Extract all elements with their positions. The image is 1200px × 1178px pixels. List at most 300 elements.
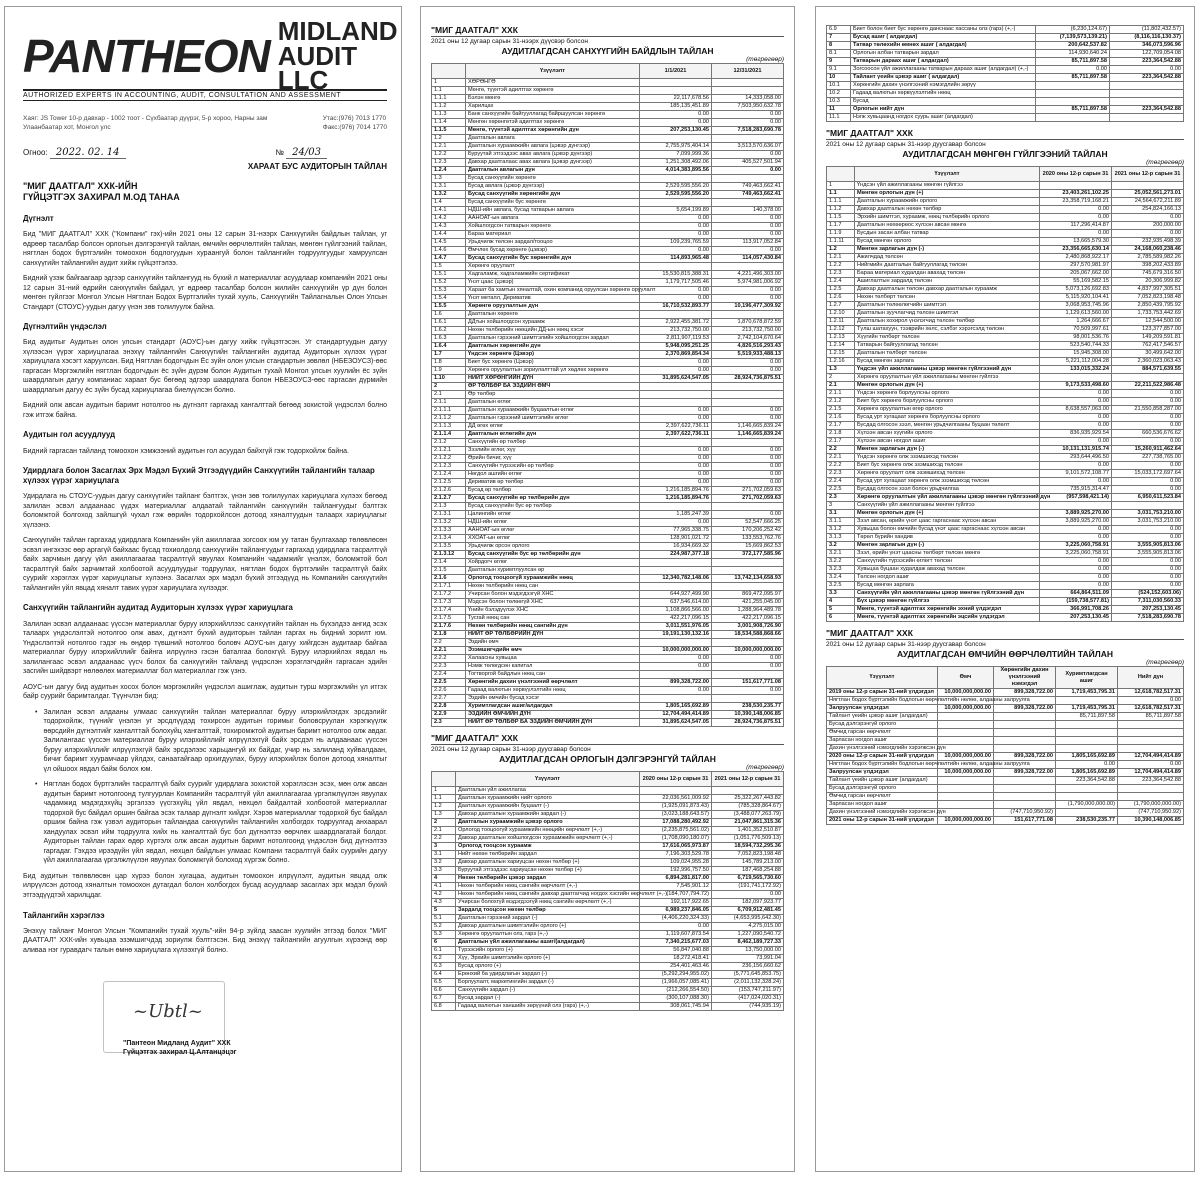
table-row xyxy=(432,535,784,543)
report-type-heading: ХАРААТ БУС АУДИТОРЫН ТАЙЛАН xyxy=(247,161,387,171)
table-cell: 2 xyxy=(432,819,456,827)
table-cell: 1.3 xyxy=(432,175,466,183)
table-cell: 140,378.00 xyxy=(712,207,784,215)
section-heading-management: Удирдлага болон Засаглах Эрх Мэдэл Бүхий Этгээдүүдийн Санхүүгийн тайлангийн талаар хүлээх үүрэг хариуцлага xyxy=(23,466,375,486)
table-cell: ХХОАТ-ын өглөг xyxy=(466,535,640,543)
table-cell: 10,390,148,006.85 xyxy=(712,711,784,719)
table-cell: Даатгалын зуучлагчид төлсөн шимтгэл xyxy=(855,310,1040,318)
table-cell: 4 xyxy=(432,875,456,883)
table-cell: Бусад өр төлбөр xyxy=(466,487,640,495)
table-row xyxy=(827,34,1184,42)
column-header: Өмч xyxy=(938,667,994,689)
table-cell: 297,570,981.97 xyxy=(1040,262,1112,270)
table-cell: Бусад мөнгөн зарлага xyxy=(855,582,1040,590)
table-cell: Эздийн өмч xyxy=(466,639,640,647)
table-cell: Бусад санхүүгийн хөрөнгө xyxy=(466,175,640,183)
balance-sheet-section xyxy=(431,25,784,727)
table-cell: ДД өгөх өглөг xyxy=(466,423,640,431)
table-cell: Хувьцаа болон өмчийн бусад үнэт цаас гаргаснаас хүлээн авсан xyxy=(855,526,1040,534)
table-cell: 10,000,000,000.00 xyxy=(712,647,784,655)
table-cell: 660,536,676.62 xyxy=(1112,430,1184,438)
table-cell xyxy=(712,175,784,183)
table-cell xyxy=(1056,737,1118,745)
table-cell xyxy=(640,559,712,567)
table-cell: 224,987,377.18 xyxy=(640,551,712,559)
table-cell: 73,991.04 xyxy=(712,955,784,963)
table-row xyxy=(432,971,784,979)
table-cell: 2.1.4 xyxy=(432,559,466,567)
table-cell: Хөрөнгө оруулалтын үйл ажиллагааны мөнгөн гүйлгээ xyxy=(855,374,1040,382)
table-cell: Залруулсан үлдэгдэл xyxy=(827,769,938,777)
table-row xyxy=(827,518,1184,526)
table-cell: 12,618,782,517.31 xyxy=(1118,689,1184,697)
table-row xyxy=(827,478,1184,486)
table-cell: 271,702,059.63 xyxy=(712,495,784,503)
table-cell xyxy=(640,175,712,183)
table-cell: (212,266,554.50) xyxy=(640,987,712,995)
table-row xyxy=(827,390,1184,398)
table-cell: Буруутай этгээдээс авах авлага (цэвэр дүнгээр) xyxy=(466,151,640,159)
table-row xyxy=(432,995,784,1003)
table-cell xyxy=(712,695,784,703)
table-cell: 55,169,582.15 xyxy=(1040,278,1112,286)
table-row xyxy=(827,745,1184,753)
table-cell xyxy=(1110,98,1184,106)
table-cell: Мөнгө, түүнтэй адилтгах хөрөнгө xyxy=(466,87,640,95)
table-row xyxy=(827,534,1184,542)
section-heading-opinion: Дүгнэлт xyxy=(23,213,54,223)
table-cell: 223,364,542.88 xyxy=(1056,777,1118,785)
statement-company: "МИГ ДААТГАЛ" ХХК xyxy=(431,25,784,37)
table-cell: Даатгалын хураамжийн авлага (цэвэр дүнгээр) xyxy=(466,143,640,151)
table-row xyxy=(432,263,784,271)
table-cell: (1,708,090,180.07) xyxy=(640,835,712,843)
table-cell: 1,146,665,839.24 xyxy=(712,423,784,431)
table-cell: Даатгалын хөрөнгө xyxy=(466,311,640,319)
table-cell: Ажилчдад төлсөн xyxy=(855,254,1040,262)
number-label: № xyxy=(275,147,284,157)
table-cell: Хүлээн авсан ногдол ашиг xyxy=(855,438,1040,446)
table-cell: 0.00 xyxy=(640,447,712,455)
table-cell: 151,617,771.08 xyxy=(994,817,1056,825)
date-value: 2022. 02. 14 xyxy=(50,147,126,159)
table-cell: 1.5.2 xyxy=(432,279,466,287)
statement-title: АУДИТЛАГДСАН САНХҮҮГИЙН БАЙДЛЫН ТАЙЛАН xyxy=(501,46,714,56)
table-cell xyxy=(640,87,712,95)
table-cell: Даатгалын хураамжийн нийт орлого xyxy=(456,795,640,803)
table-cell: 3,225,060,758.91 xyxy=(1040,550,1112,558)
table-cell: Татварын дараах ашиг ( алдагдал) xyxy=(851,58,1036,66)
table-cell: Давхар даатгалын хойшлогдсон хураамжийн өөрчлөлт (+,-) xyxy=(456,835,640,843)
table-row xyxy=(432,891,784,899)
table-cell: 1.1.11 xyxy=(827,238,855,246)
table-cell: 3,889,925,270.00 xyxy=(1040,510,1112,518)
table-row xyxy=(432,223,784,231)
table-cell: 2.1.1.1 xyxy=(432,407,466,415)
table-cell: 0.00 xyxy=(1112,526,1184,534)
table-cell: 15,260,911,462.64 xyxy=(1112,446,1184,454)
table-cell: 182,097,923.77 xyxy=(712,899,784,907)
table-cell: 0.00 xyxy=(712,247,784,255)
table-row xyxy=(827,566,1184,574)
table-cell: 2 xyxy=(432,383,466,391)
table-cell: 1.1.5 xyxy=(432,127,466,135)
table-cell: 1.4.1 xyxy=(432,207,466,215)
table-cell: 836,935,929.54 xyxy=(1040,430,1112,438)
table-cell: 0.00 xyxy=(1056,761,1118,769)
table-row xyxy=(827,558,1184,566)
table-cell: Бусад санхүүгийн хөрөнгийн дүн xyxy=(466,191,640,199)
table-cell: НИЙТ ХӨРӨНГИЙН ДҮН xyxy=(466,375,640,383)
table-cell xyxy=(712,559,784,567)
table-cell: 0.00 xyxy=(1040,422,1112,430)
table-cell: 1,185,247.39 xyxy=(640,511,712,519)
income-continued-rows xyxy=(827,26,1184,122)
table-cell: Урьдчилж орсон орлого xyxy=(466,543,640,551)
table-cell: Давхар даатгалын төлсөн давхар даатгалын хураамж xyxy=(855,286,1040,294)
table-row xyxy=(432,851,784,859)
table-cell: 1.2.7 xyxy=(827,302,855,310)
table-cell: Нөхөн төлбөрийн нөөцийн ДД-ын нөөц хэсэг xyxy=(466,327,640,335)
table-cell xyxy=(1110,82,1184,90)
column-header: Үзүүлэлт xyxy=(456,772,640,787)
table-cell: Өмчид гарсан өөрчлөлт xyxy=(827,729,938,737)
table-cell: 0.00 xyxy=(1112,478,1184,486)
table-cell: 4.3 xyxy=(432,899,456,907)
table-cell: Даатгалын хуримтлуулсан өр xyxy=(466,567,640,575)
table-cell: 0.00 xyxy=(1112,230,1184,238)
table-cell xyxy=(1118,729,1184,737)
table-row xyxy=(432,159,784,167)
table-row xyxy=(432,479,784,487)
table-cell: 1.9 xyxy=(432,367,466,375)
table-row xyxy=(827,42,1184,50)
table-cell: Бусад санхүүгийн бус өр төлбөр xyxy=(466,503,640,511)
table-cell: Санхүүгийн үйл ажиллагааны мөнгөн гүйлгээ xyxy=(855,502,1040,510)
table-cell: 293,644,496.50 xyxy=(1040,454,1112,462)
table-row xyxy=(432,623,784,631)
table-cell: 2.1.3.4 xyxy=(432,535,466,543)
table-cell: (3,023,188,643.57) xyxy=(640,811,712,819)
table-row xyxy=(827,374,1184,382)
table-cell: 2.1.7.2 xyxy=(432,591,466,599)
table-cell: 1,733,753,442.69 xyxy=(1112,310,1184,318)
table-cell: 308,061,745.94 xyxy=(640,1003,712,1011)
table-cell: 0.00 xyxy=(712,891,784,899)
table-cell: 1.6 xyxy=(432,311,466,319)
table-cell: Давхар даатгалын нөхөн төлбөр xyxy=(855,206,1040,214)
table-cell: (1,790,000,000.00) xyxy=(1056,801,1118,809)
table-cell xyxy=(1110,90,1184,98)
table-cell: 735,915,314.47 xyxy=(1040,486,1112,494)
table-row xyxy=(432,143,784,151)
table-cell: 2.1.2.4 xyxy=(432,471,466,479)
table-row xyxy=(827,502,1184,510)
table-cell: 9,101,572,108.77 xyxy=(1040,470,1112,478)
address-line-2: Улаанбаатар хот, Монгол улс xyxy=(23,123,111,131)
table-cell: 0.00 xyxy=(1112,214,1184,222)
table-cell xyxy=(640,383,712,391)
table-cell: 0.00 xyxy=(712,455,784,463)
table-cell: 644,927,499.90 xyxy=(640,591,712,599)
table-cell: 2.1.1.4 xyxy=(432,431,466,439)
table-cell: 2,742,104,670.64 xyxy=(712,335,784,343)
table-cell: 0.00 xyxy=(1118,697,1184,705)
table-cell: 1.4.3 xyxy=(432,223,466,231)
table-cell: 109,024,955.28 xyxy=(640,859,712,867)
table-cell: (785,328,864.67) xyxy=(712,803,784,811)
table-cell: Орлогын албан татварын зардал xyxy=(851,50,1036,58)
table-cell: 10,131,131,915.74 xyxy=(1040,446,1112,454)
table-row xyxy=(827,310,1184,318)
table-row xyxy=(432,111,784,119)
table-cell: 1,216,185,894.76 xyxy=(640,495,712,503)
table-cell: Хойшлогдсон татварын хөрөнгө xyxy=(466,223,640,231)
table-cell: Зарласан ногдол ашиг xyxy=(827,737,938,745)
table-cell: 17,616,065,973.87 xyxy=(640,843,712,851)
table-cell: (2,235,875,561.02) xyxy=(640,827,712,835)
table-row xyxy=(432,787,784,795)
table-cell: 12,618,782,517.31 xyxy=(1118,705,1184,713)
table-cell: 762,417,546.57 xyxy=(1112,342,1184,350)
table-cell: Хүү, Эрхийн шимтгэлийн орлого (+) xyxy=(456,955,640,963)
table-cell: 7,052,823,198.48 xyxy=(712,851,784,859)
table-cell: 0.00 xyxy=(1040,414,1112,422)
table-cell: 6.6 xyxy=(432,987,456,995)
letterhead-address xyxy=(23,115,387,133)
table-cell: 5,115,920,104.41 xyxy=(1040,294,1112,302)
table-cell: 10,000,000,000.00 xyxy=(938,817,994,825)
table-cell: Даатгалын гэрээний зардал (-) xyxy=(456,915,640,923)
table-cell: Давхар даатгалын шимтгэлийн орлого (+) xyxy=(456,923,640,931)
table-row xyxy=(432,883,784,891)
table-cell: 1.2.2 xyxy=(432,151,466,159)
table-cell xyxy=(712,199,784,207)
table-cell: Даатгалын үйл ажиллагаа xyxy=(456,787,640,795)
table-cell: 1.2.3 xyxy=(432,159,466,167)
table-cell: Нийгмийн даатгалын байгууллагад төлсөн xyxy=(855,262,1040,270)
table-cell: ААНОАТ-ын өглөг xyxy=(466,527,640,535)
table-cell: 1.8 xyxy=(432,359,466,367)
table-cell: (4,653,995,642.30) xyxy=(712,915,784,923)
table-cell: 2021 оны 12-р сарын 31-ний үлдэгдэл xyxy=(827,817,938,825)
table-cell: 1,401,352,510.87 xyxy=(712,827,784,835)
table-cell xyxy=(1112,182,1184,190)
table-cell: Даатгалын гэрээний шимтгэлийн өглөг xyxy=(466,415,640,423)
section-heading-basis: Дүгнэлтийн үндэслэл xyxy=(23,322,107,332)
table-cell: 6.7 xyxy=(432,995,456,1003)
table-cell: 223,364,542.88 xyxy=(1110,106,1184,114)
table-cell: Зарласан ногдол ашиг xyxy=(827,801,938,809)
table-cell xyxy=(1036,114,1110,122)
table-cell: 10,000,000,000.00 xyxy=(938,753,994,761)
bullet-item: • Нягтлан бодох бүртгэлийн тасралтгүй байх суурийг удирдлага зохистой хэрэглэсэн эсэх, мөн олж авсан аудитын баримт нотолгоонд тулгуурлан Компанийн тасралтгүй үйл ажиллагаагаа үргэлжлүүлэн явуулах чадамжид мэдэгдэхүйц эргэлзээ үүсгэхүйц үйл явдал, нөхцөл байдалтай холбоотой материаллаг тодорхой бус байдал оршин байгаа эсэх талаар дүгнэлт хийдэг. Хэрэв материаллаг тодорхой бус байдал оршиж байна гэж үзвэл аудиторын тайландаа санхүүгийн тайлангийн холбогдох тодруулгад анхаарал хандуулах эсвэл ийм тодруулга хийх нь хангалттай бус бол дүгнэлтээ өөрчлөх шаардлагатай болдог. Аудиторын тайлан гарах өдөр хүртэлх олж авсан аудитын баримт нотолгоонд үндэслэн бид дүгнэлтээ гаргадаг. Гэхдээ ирээдүйн үйл явдал, нөхцөл байдлын улмаас Компани тасралтгүй байх суурийн дагуу үйл ажиллагаагаа үргэлжлүүлэн явуулах боломжгүй болоход хүргэж болно. xyxy=(35,781,387,865)
table-cell xyxy=(712,439,784,447)
table-row xyxy=(432,79,784,87)
table-cell: 1.2.11 xyxy=(827,318,855,326)
table-row xyxy=(432,947,784,955)
table-cell: 12,704,494,414.89 xyxy=(640,711,712,719)
table-cell: 5 xyxy=(432,907,456,915)
table-cell: 2.2.7 xyxy=(432,695,466,703)
table-row xyxy=(827,454,1184,462)
table-cell: Бусад орлого (+) xyxy=(456,963,640,971)
table-cell: 3 xyxy=(827,502,855,510)
table-cell: Биет бус хөрөнгө борлуулсны орлого xyxy=(855,398,1040,406)
column-header: Үзүүлэлт xyxy=(827,667,938,689)
table-cell: 2.2.5 xyxy=(432,679,466,687)
table-cell: Бусад урт хугацаат хөрөнгө олж эзэмшихэд төлсөн xyxy=(855,478,1040,486)
table-cell: 1.2.14 xyxy=(827,342,855,350)
table-cell: 227,738,765.00 xyxy=(1112,454,1184,462)
table-cell: 5,948,095,251.25 xyxy=(640,343,712,351)
table-row xyxy=(432,551,784,559)
table-cell: Бусад xyxy=(851,98,1036,106)
table-cell: Биет болон биет бус хөрөнгө данснаас хассаны олз (гарз) (+,-) xyxy=(851,26,1036,34)
table-cell: 20,306,999.82 xyxy=(1112,278,1184,286)
table-cell: Мөнгөн зарлагын дүн (-) xyxy=(855,246,1040,254)
table-row xyxy=(432,279,784,287)
table-cell xyxy=(712,583,784,591)
table-cell: (524,152,603.06) xyxy=(1112,590,1184,598)
table-cell xyxy=(712,87,784,95)
table-cell: 2.1.2 xyxy=(827,398,855,406)
table-cell: 0.00 xyxy=(712,511,784,519)
table-cell: 2020 оны 12-р сарын 31-ний үлдэгдэл xyxy=(827,753,938,761)
table-cell: 5,654,199.89 xyxy=(640,207,712,215)
table-row xyxy=(827,801,1184,809)
table-cell: 6.3 xyxy=(432,963,456,971)
table-cell: 2.1.7.3 xyxy=(432,599,466,607)
table-cell: (2,011,132,328.24) xyxy=(712,979,784,987)
table-cell: Бусдад олгосон зээл, мөнгөн урьдчилгааны буцаан төлөлт xyxy=(855,422,1040,430)
table-cell: 0.00 xyxy=(712,655,784,663)
table-cell: 0.00 xyxy=(712,415,784,423)
table-cell: 7,503,950,632.78 xyxy=(712,103,784,111)
table-cell: 11.1 xyxy=(827,114,851,122)
table-row xyxy=(432,319,784,327)
table-cell: 18,594,732,295.36 xyxy=(712,843,784,851)
table-cell: Мөнгөн орлогын дүн (+) xyxy=(855,510,1040,518)
table-cell: Мөнгө, түүнтэй адилтгах хөрөнгийн эцсийн үлдэгдэл xyxy=(855,614,1040,622)
table-cell: 1.5 xyxy=(432,263,466,271)
statements-page-2 xyxy=(420,6,795,1172)
table-cell: Даатгалын хохирол үнэлэгчид төлсөн төлбөр xyxy=(855,318,1040,326)
table-cell: Мөнгөн зарлагын дүн (-) xyxy=(855,542,1040,550)
table-cell: Нөхөн төлбөрийн нөөц сангийн давхар даатгагчид ногдох хэсгийн өөрчлөлт (+,-) xyxy=(456,891,640,899)
table-cell: 2.2.9 xyxy=(432,711,466,719)
table-cell: Нягтлан бодох бүртгэлийн бодлогын өөрчлөлтийн нөлөө, алдааны залруулга xyxy=(827,697,938,705)
table-cell: 6,719,565,730.60 xyxy=(712,875,784,883)
table-cell: 2.2.5 xyxy=(827,486,855,494)
table-cell: 3.2.5 xyxy=(827,582,855,590)
table-cell: 149,209,591.81 xyxy=(1112,334,1184,342)
table-cell: 2.1.7 xyxy=(827,422,855,430)
table-cell: 2.1.8 xyxy=(432,631,466,639)
table-cell: Эзэмшигчдийн өмч xyxy=(466,647,640,655)
table-row xyxy=(432,487,784,495)
table-row xyxy=(827,206,1184,214)
table-row xyxy=(432,247,784,255)
table-cell: 2.1.5 xyxy=(827,406,855,414)
column-header: 2021 оны 12-р сарын 31 xyxy=(712,772,784,787)
table-cell: 0.00 xyxy=(712,287,784,295)
table-cell: 1.10 xyxy=(432,375,466,383)
paragraph: Бид аудитыг Аудитын олон улсын стандарт (АОУС)-ын дагуу хийж гүйцэтгэсэн. Уг стандартуудын дагуу хүлээсэн үүрэг хариуцлагаа энэхүү тайлангийн Санхүүгийн тайлангийн аудитад Аудиторын хүлээх үүрэг хариуцлага хэсэгт харуулсан. Бид Нягтлан бодогчдын Ёс зүйн олон улсын стандартын зөвлөл (НБЕЗОУСЗ)-өөс гаргасан Мэргэжлийн нягтлан бодогчдын ёс зүйн дүрэм болон Аудитын тухай Монгол улсын хуулийн ёс зүйн шаардлагын дагуу компаниас хараат бус бөгөөд эдгээр шаардлага болон НБЕЗОУСЗ-өөс гаргасан дүрмийн шаардлагын дагуу ёс зүйн бусад хариуцлагаа биелүүлсэн болно. xyxy=(23,339,387,394)
table-row xyxy=(432,391,784,399)
table-cell: 1 xyxy=(827,182,855,190)
table-cell: 1.1 xyxy=(827,190,855,198)
table-cell: 10,000,000,000.00 xyxy=(938,705,994,713)
table-cell: Бусад зардал (-) xyxy=(456,995,640,1003)
column-header xyxy=(432,64,466,79)
table-cell: (1,966,057,085.41) xyxy=(640,979,712,987)
table-cell xyxy=(1056,697,1118,705)
table-cell: 3.1 xyxy=(432,851,456,859)
table-cell: 1.3.1 xyxy=(432,183,466,191)
address-line-1: Хаяг: JS Tower 10-р давхар - 1002 тоот - Сүхбаатар дүүрэг, 5-р хороо, Нарны зам xyxy=(23,115,268,122)
table-cell: 1.4.7 xyxy=(432,255,466,263)
table-cell: 0.00 xyxy=(640,415,712,423)
table-cell: 238,530,235.77 xyxy=(712,703,784,711)
statements-page-3 xyxy=(815,6,1195,1172)
table-cell xyxy=(1056,785,1118,793)
table-cell: Үндсэн хөрөнгө борлуулсны орлого xyxy=(855,390,1040,398)
table-cell: 52,547,666.25 xyxy=(712,519,784,527)
table-cell: 0.00 xyxy=(1040,214,1112,222)
table-cell xyxy=(1118,721,1184,729)
income-statement-table xyxy=(431,771,784,1011)
statement-title: АУДИТЛАГДСАН МӨНГӨН ГҮЙЛГЭЭНИЙ ТАЙЛАН xyxy=(902,149,1108,159)
table-row xyxy=(827,398,1184,406)
equity-table xyxy=(826,666,1184,825)
table-cell: 1.2.4 xyxy=(827,278,855,286)
table-cell xyxy=(640,567,712,575)
table-cell: 2.2 xyxy=(432,639,466,647)
table-cell: 16,934,669.32 xyxy=(640,543,712,551)
table-cell: 9 xyxy=(827,58,851,66)
table-cell: 2.1.6 xyxy=(827,414,855,422)
table-row xyxy=(432,631,784,639)
table-cell: Бусад санхүүгийн өр төлбөрийн дүн xyxy=(466,495,640,503)
table-row xyxy=(827,198,1184,206)
table-cell: 9,173,533,498.60 xyxy=(1040,382,1112,390)
table-cell: Санхүүгийн үйл ажиллагааны цэвэр мөнгөн гүйлгээний дүн xyxy=(855,590,1040,598)
table-row xyxy=(432,1003,784,1011)
table-cell: 5,974,981,006.92 xyxy=(712,279,784,287)
table-cell: 16,710,532,893.77 xyxy=(640,303,712,311)
table-cell xyxy=(712,311,784,319)
table-row xyxy=(432,199,784,207)
table-cell: 2,529,595,556.20 xyxy=(640,191,712,199)
table-cell: Санхүүгийн зардал (-) xyxy=(456,987,640,995)
table-cell: 12,544,500.00 xyxy=(1112,318,1184,326)
table-row xyxy=(432,671,784,679)
table-cell: 200,000.00 xyxy=(1112,222,1184,230)
table-cell: Дахин үнэлгээний нэмэгдлийн хэрэгжсэн дүн xyxy=(827,809,938,817)
table-cell: ХӨРӨНГӨ xyxy=(466,79,640,87)
table-row xyxy=(432,127,784,135)
table-cell: Биет бус хөрөнгө (Цэвэр) xyxy=(466,359,640,367)
table-cell: 1.6.3 xyxy=(432,335,466,343)
table-cell: 2.1.1.2 xyxy=(432,415,466,423)
table-row xyxy=(432,183,784,191)
table-row xyxy=(827,550,1184,558)
table-cell: 0.00 xyxy=(640,687,712,695)
section-heading-key-matters: Аудитын гол асуудлууд xyxy=(23,430,116,440)
table-cell: 2.1 xyxy=(827,382,855,390)
table-cell xyxy=(1036,90,1110,98)
